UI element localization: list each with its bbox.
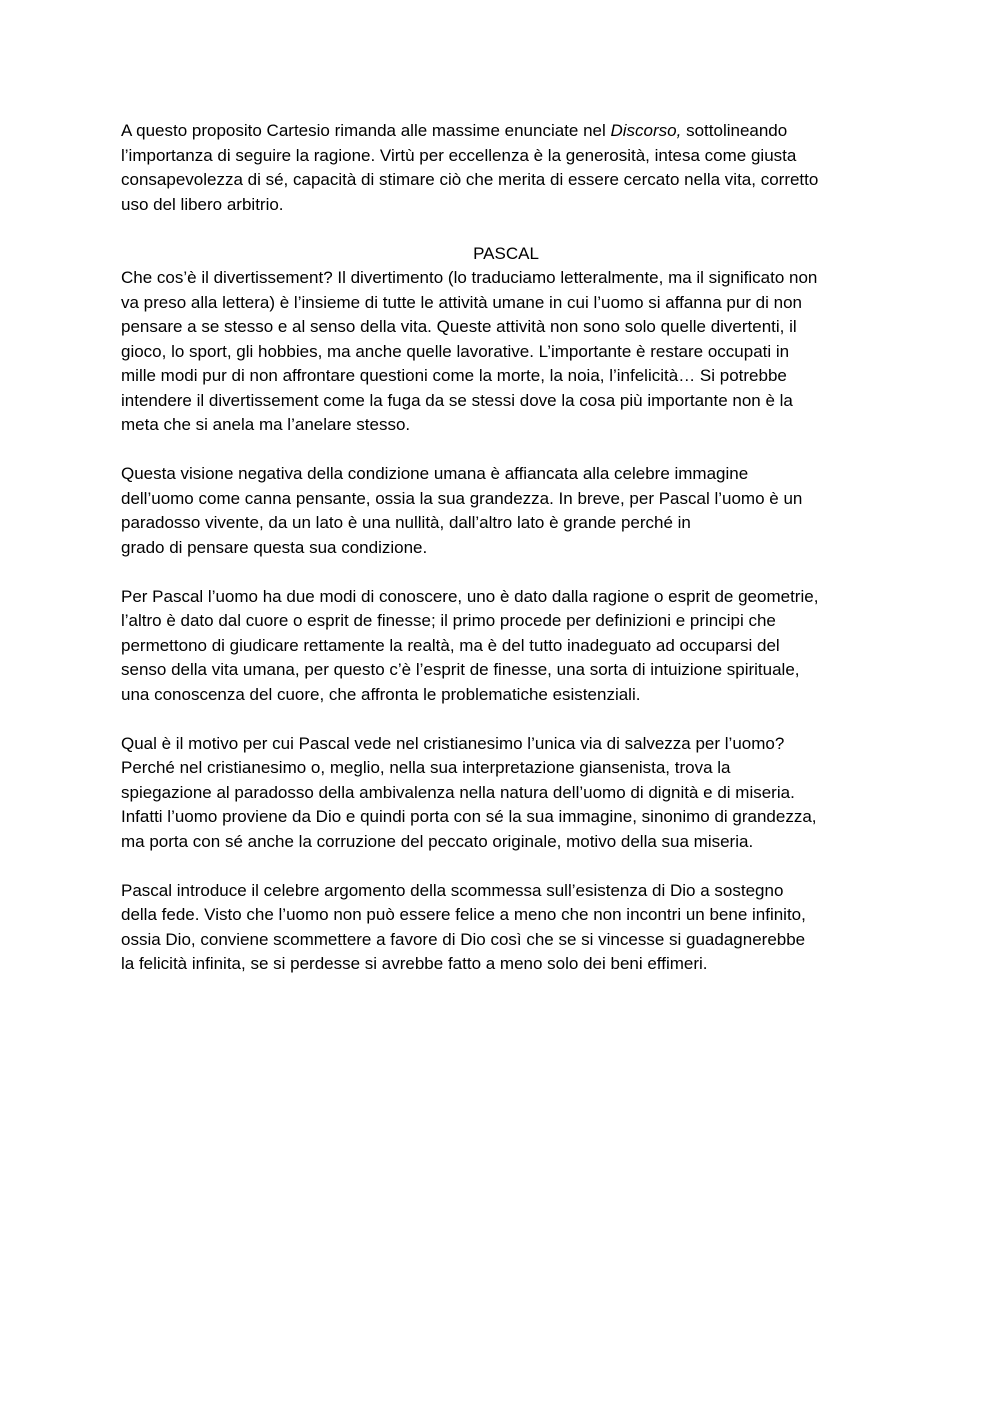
- paragraph-line: Qual è il motivo per cui Pascal vede nel cristianesimo l’unica via di salvezza per l’uomo?: [121, 733, 785, 753]
- paragraph-line: mille modi pur di non affrontare questioni come la morte, la noia, l’infelicità… Si potrebbe: [121, 366, 787, 385]
- paragraph-line: intendere il divertissement come la fuga da se stessi dove la cosa più importante non è la: [121, 390, 793, 410]
- paragraph-cartesio: [121, 119, 891, 217]
- paragraph-line: ossia Dio, conviene scommettere a favore di Dio così che se si vincesse si guadagnerebbe: [121, 929, 806, 949]
- paragraph-line: una conoscenza del cuore, che affronta le problematiche esistenziali.: [121, 684, 641, 704]
- paragraph-line: grado di pensare questa sua condizione.: [121, 537, 428, 557]
- paragraph-esprit: [121, 585, 891, 708]
- paragraph-spacer: [121, 854, 891, 879]
- paragraph-line: la felicità infinita, se si perdesse si avrebbe fatto a meno solo dei beni effimeri.: [121, 954, 708, 973]
- paragraph-line: Perché nel cristianesimo o, meglio, nella sua interpretazione giansenista, trova la: [121, 758, 731, 777]
- paragraph-line: spiegazione al paradosso della ambivalenza nella natura dell’uomo di dignità e di miseria.: [121, 782, 795, 802]
- paragraph-spacer: [121, 707, 891, 732]
- paragraph-line: Questa visione negativa della condizione umana è affiancata alla celebre immagine: [121, 464, 749, 483]
- paragraph-spacer: [121, 217, 891, 242]
- paragraph-line: Pascal introduce il celebre argomento della scommessa sull’esistenza di Dio a sostegno: [121, 880, 784, 900]
- paragraph-line: permettono di giudicare rettamente la realtà, ma è del tutto inadeguato ad occuparsi del: [121, 635, 780, 655]
- paragraph-line: l’altro è dato dal cuore o esprit de finesse; il primo procede per definizioni e principi che: [121, 611, 776, 630]
- paragraph-spacer: [121, 560, 891, 585]
- text-run: sottolineando: [681, 121, 788, 140]
- paragraph-cristianesimo: [121, 732, 891, 855]
- paragraph-line: consapevolezza di sé, capacità di stimare ciò che merita di essere cercato nella vita, corretto: [121, 170, 819, 189]
- paragraph-line: Infatti l’uomo proviene da Dio e quindi porta con sé la sua immagine, sinonimo di grandezza,: [121, 807, 817, 826]
- paragraph-line: l’importanza di seguire la ragione. Virtù per eccellenza è la generosità, intesa come giusta: [121, 145, 797, 165]
- paragraph-divertissement: [121, 266, 891, 438]
- paragraph-line: pensare a se stesso e al senso della vita. Queste attività non sono solo quelle divertenti, il: [121, 317, 797, 336]
- paragraph-line: dell’uomo come canna pensante, ossia la sua grandezza. In breve, per Pascal l’uomo è un: [121, 488, 803, 508]
- paragraph-canna-pensante: [121, 462, 891, 560]
- paragraph-line: uso del libero arbitrio.: [121, 194, 284, 214]
- paragraph-line: ma porta con sé anche la corruzione del peccato originale, motivo della sua miseria.: [121, 831, 754, 851]
- section-title: PASCAL: [473, 243, 539, 263]
- paragraph-line: Che cos’è il divertissement? Il divertimento (lo traduciamo letteralmente, ma il significato non: [121, 268, 818, 287]
- document-body: [121, 119, 891, 977]
- paragraph-spacer: [121, 438, 891, 463]
- paragraph-line: senso della vita umana, per questo c’è l’esprit de finesse, una sorta di intuizione spirituale,: [121, 660, 800, 679]
- paragraph-line: gioco, lo sport, gli hobbies, ma anche quelle lavorative. L’importante è restare occupati in: [121, 341, 790, 361]
- paragraph-line: Per Pascal l’uomo ha due modi di conoscere, uno è dato dalla ragione o esprit de geometrie,: [121, 586, 819, 606]
- italic-title-discorso: Discorso,: [610, 121, 682, 140]
- paragraph-scommessa: [121, 879, 891, 977]
- paragraph-line: [121, 119, 891, 144]
- paragraph-line: della fede. Visto che l’uomo non può essere felice a meno che non incontri un bene infinito,: [121, 905, 806, 924]
- paragraph-line: paradosso vivente, da un lato è una nullità, dall’altro lato è grande perché in: [121, 513, 691, 532]
- paragraph-line: meta che si anela ma l’anelare stesso.: [121, 415, 411, 434]
- text-run: A questo proposito Cartesio rimanda alle massime enunciate nel: [121, 121, 611, 140]
- paragraph-line: va preso alla lettera) è l’insieme di tutte le attività umane in cui l’uomo si affanna pur di non: [121, 292, 803, 312]
